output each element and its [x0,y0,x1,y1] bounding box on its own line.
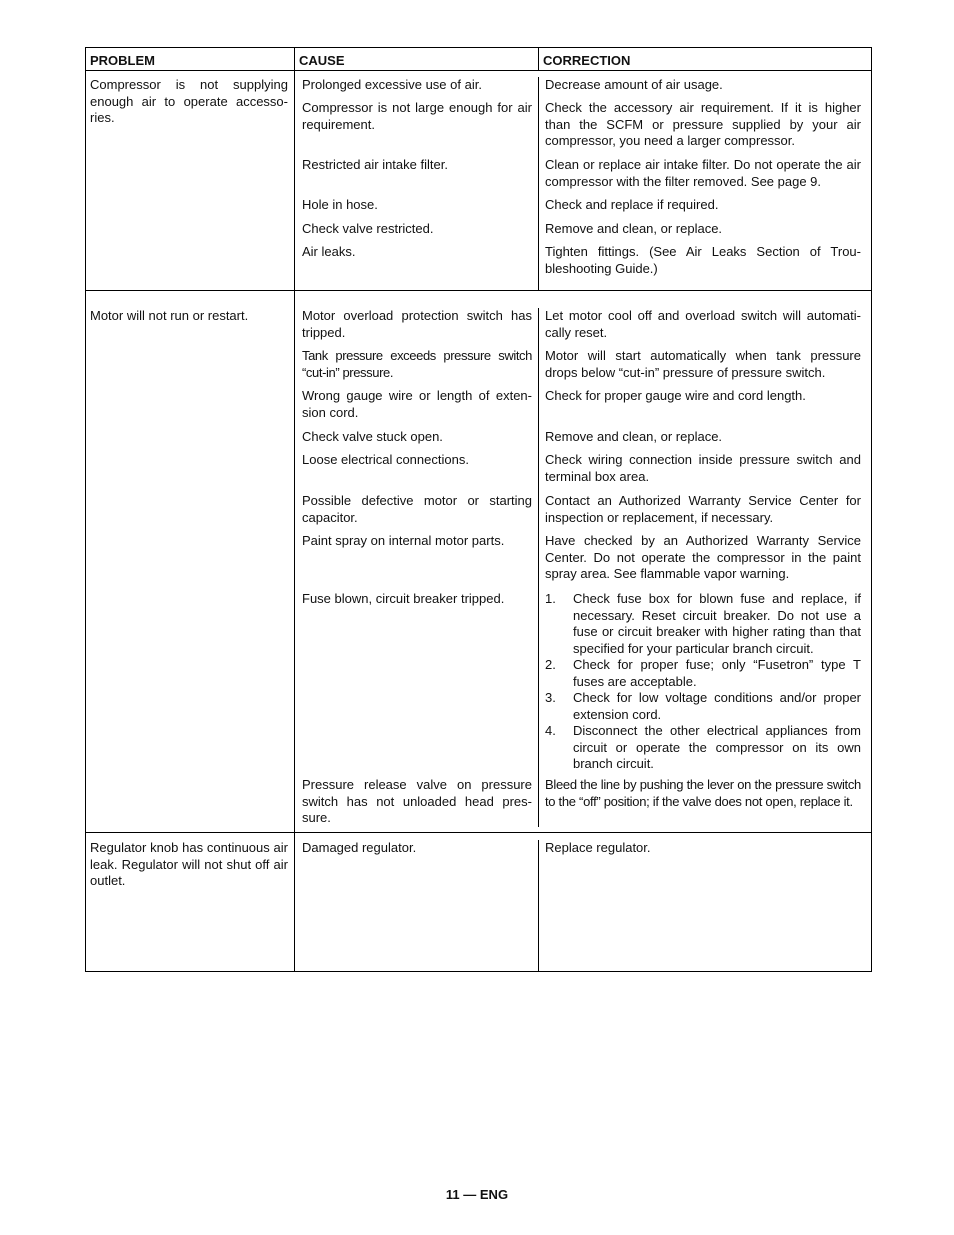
problem-group-motor [86,291,872,833]
list-number: 3. [545,690,556,705]
table-row [295,291,871,348]
cause-correction-cell [295,71,872,291]
list-item [545,723,861,773]
cause-text: Possible defective motor or starting capacitor. [295,493,539,533]
list-item [545,657,861,690]
correction-text: Bleed the line by pushing the lever on the pressure switch to the “off” position; if the valve does not open, replace it. [545,777,861,809]
correction-text: Remove and clean, or replace. [545,221,723,236]
list-number: 1. [545,591,556,606]
header-cause: CAUSE [295,48,539,71]
header-correction: CORRECTION [539,48,872,71]
table-row [295,157,871,197]
table-row [295,493,871,533]
table-row [295,591,871,777]
correction-list [545,591,861,773]
cause-text: Tank pressure exceeds pressure switch “cut-in” pressure. [295,348,539,388]
correction-text: Decrease amount of air usage. [545,77,723,92]
list-item [545,690,861,723]
problem-cell: Regulator knob has continuous air leak. Regulator will not shut off air outlet. [86,833,295,972]
table-row [295,429,871,452]
correction-text: Contact an Authorized Warranty Service Center for inspection or replacement, if necessary. [545,493,861,525]
correction-text: Check the accessory air requirement. If it is higher than the SCFM or pressure supplied by your air compressor, you need a larger compressor. [545,100,861,148]
correction-list-cell [539,591,871,777]
page-number: 11 — ENG [445,1187,509,1202]
list-number: 4. [545,723,556,738]
cause-text: Motor overload protection switch has tripped. [295,308,539,348]
list-text: Check for low voltage conditions and/or proper extension cord. [573,690,861,722]
table-row [295,777,871,827]
correction-text: Remove and clean, or replace. [545,429,723,444]
cause-text: Loose electrical connections. [295,452,539,493]
correction-text: Tighten fittings. (See Air Leaks Section of Trou- bleshooting Guide.) [545,244,861,276]
correction-text: Check for proper gauge wire and cord length. [545,388,806,403]
list-text: Check for proper fuse; only “Fusetron” type T fuses are acceptable. [573,657,861,689]
list-text: Check fuse box for blown fuse and replace, if necessary. Reset circuit breaker. Do not use a fuse or circuit breaker with higher rating than that specified for your particular branch circuit. [573,591,861,656]
table-row [295,452,871,493]
table-row [295,221,871,244]
table-row [295,71,871,100]
table-row [295,348,871,388]
cause-text: Compressor is not large enough for air requirement. [295,100,539,157]
table-row [295,533,871,591]
correction-text: Check and replace if required. [545,197,719,212]
cause-text: Air leaks. [295,244,539,290]
cause-text: Check valve restricted. [295,221,539,244]
cause-text: Fuse blown, circuit breaker tripped. [295,591,539,777]
correction-text: Check wiring connection inside pressure switch and terminal box area. [545,452,861,484]
cause-text: Check valve stuck open. [295,429,539,452]
table-row [295,100,871,157]
cause-text: Pressure release valve on pressure switch has not unloaded head pres- sure. [295,777,539,827]
cause-text: Damaged regulator. [295,840,539,971]
cause-text: Wrong gauge wire or length of exten- sion cord. [295,388,539,429]
problem-group-air-supply [86,71,872,291]
correction-text: Clean or replace air intake filter. Do not operate the air compressor with the filter removed. See page 9. [545,157,861,189]
header-problem: PROBLEM [86,48,295,71]
cause-text: Hole in hose. [295,197,539,221]
table-row [295,244,871,290]
problem-cell: Motor will not run or restart. [86,291,295,833]
correction-text: Replace regulator. [545,840,651,855]
cause-correction-cell [295,291,872,833]
troubleshooting-table [85,47,872,972]
table-row [295,197,871,221]
correction-text: Have checked by an Authorized Warranty Service Center. Do not operate the compressor in the paint spray area. See flammable vapor warning. [545,533,861,581]
list-number: 2. [545,657,556,672]
cause-text: Paint spray on internal motor parts. [295,533,539,591]
cause-text: Prolonged excessive use of air. [295,77,539,100]
problem-cell: Compressor is not supplying enough air to operate accesso- ries. [86,71,295,291]
header-row [86,48,872,71]
table-row [295,833,871,971]
cause-text: Restricted air intake filter. [295,157,539,197]
correction-text: Let motor cool off and overload switch will automati- cally reset. [545,308,861,340]
problem-group-regulator [86,833,872,972]
cause-correction-cell [295,833,872,972]
table-row [295,388,871,429]
correction-text: Motor will start automatically when tank pressure drops below “cut-in” pressure of pressure switch. [545,348,861,380]
list-text: Disconnect the other electrical appliances from circuit or operate the compressor on its own branch circuit. [573,723,861,771]
list-item [545,591,861,657]
